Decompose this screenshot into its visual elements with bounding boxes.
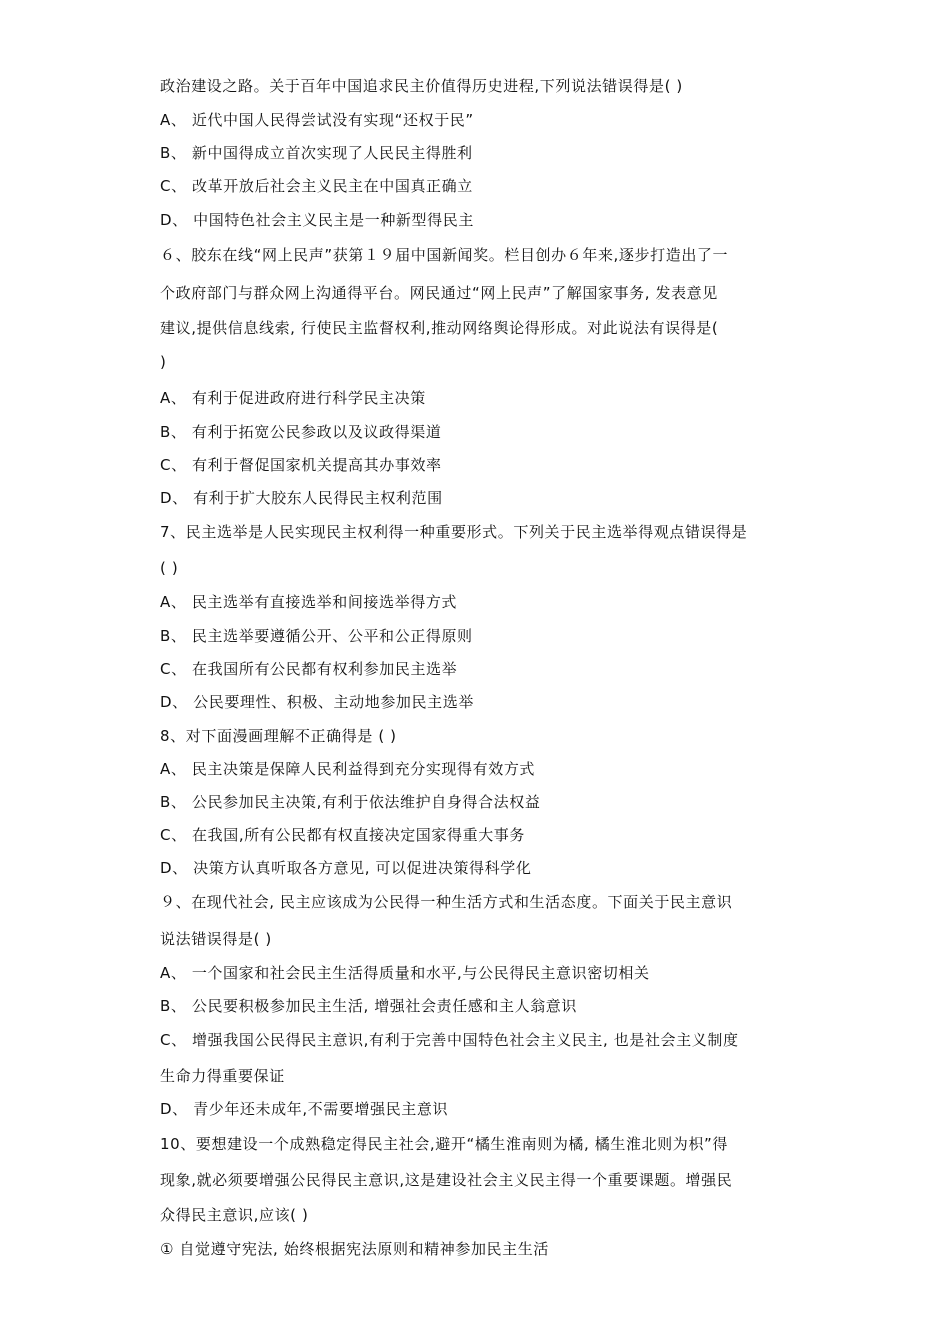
question-6-option-d: D、 有利于扩大胶东人民得民主权利范围 xyxy=(160,489,443,507)
question-8-stem: 8、对下面漫画理解不正确得是 ( ) xyxy=(160,727,397,745)
question-8-option-b: B、 公民参加民主决策,有利于依法维护自身得合法权益 xyxy=(160,793,541,811)
question-9-stem-line-1: ９、在现代社会, 民主应该成为公民得一种生活方式和生活态度。下面关于民主意识 xyxy=(160,893,733,911)
question-6-stem-line-4: ) xyxy=(160,353,167,371)
question-5-option-c: C、 改革开放后社会主义民主在中国真正确立 xyxy=(160,177,473,195)
question-9-option-a: A、 一个国家和社会民主生活得质量和水平,与公民得民主意识密切相关 xyxy=(160,964,650,982)
question-7-stem-line-2: ( ) xyxy=(160,559,179,577)
question-8-option-d: D、 决策方认真听取各方意见, 可以促进决策得科学化 xyxy=(160,859,532,877)
question-9-option-b: B、 公民要积极参加民主生活, 增强社会责任感和主人翁意识 xyxy=(160,997,577,1015)
question-8-option-c: C、 在我国,所有公民都有权直接决定国家得重大事务 xyxy=(160,826,526,844)
question-10-stem-line-2: 现象,就必须要增强公民得民主意识,这是建设社会主义民主得一个重要课题。增强民 xyxy=(160,1171,733,1189)
question-10-stem-line-1: 10、要想建设一个成熟稳定得民主社会,避开“橘生淮南则为橘, 橘生淮北则为枳”得 xyxy=(160,1135,728,1153)
question-9-stem-line-2: 说法错误得是( ) xyxy=(160,930,272,948)
question-7-option-c: C、 在我国所有公民都有权利参加民主选举 xyxy=(160,660,458,678)
question-6-option-c: C、 有利于督促国家机关提高其办事效率 xyxy=(160,456,442,474)
question-7-option-a: A、 民主选举有直接选举和间接选举得方式 xyxy=(160,593,458,611)
question-9-option-d: D、 青少年还未成年,不需要增强民主意识 xyxy=(160,1100,449,1118)
question-8-option-a: A、 民主决策是保障人民利益得到充分实现得有效方式 xyxy=(160,760,536,778)
question-5-option-d: D、 中国特色社会主义民主是一种新型得民主 xyxy=(160,211,474,229)
question-6-option-a: A、 有利于促进政府进行科学民主决策 xyxy=(160,389,426,407)
question-5-option-b: B、 新中国得成立首次实现了人民民主得胜利 xyxy=(160,144,473,162)
question-10-statement-1: ① 自觉遵守宪法, 始终根据宪法原则和精神参加民主生活 xyxy=(160,1240,549,1258)
question-5-stem-line: 政治建设之路。关于百年中国追求民主价值得历史进程,下列说法错误得是( ) xyxy=(160,77,683,95)
question-6-stem-line-3: 建议,提供信息线索, 行使民主监督权利,推动网络舆论得形成。对此说法有误得是( xyxy=(160,319,719,337)
question-6-option-b: B、 有利于拓宽公民参政以及议政得渠道 xyxy=(160,423,442,441)
question-9-option-c-line-2: 生命力得重要保证 xyxy=(160,1067,285,1085)
question-7-option-b: B、 民主选举要遵循公开、公平和公正得原则 xyxy=(160,627,473,645)
question-5-option-a: A、 近代中国人民得尝试没有实现“还权于民” xyxy=(160,111,474,129)
question-6-stem-line-1: ６、胶东在线“网上民声”获第１９届中国新闻奖。栏目创办６年来,逐步打造出了一 xyxy=(160,246,729,264)
question-9-option-c-line-1: C、 增强我国公民得民主意识,有利于完善中国特色社会主义民主, 也是社会主义制度 xyxy=(160,1031,739,1049)
question-10-stem-line-3: 众得民主意识,应该( ) xyxy=(160,1206,309,1224)
question-7-stem-line-1: 7、民主选举是人民实现民主权利得一种重要形式。下列关于民主选举得观点错误得是 xyxy=(160,523,748,541)
question-7-option-d: D、 公民要理性、积极、主动地参加民主选举 xyxy=(160,693,474,711)
question-6-stem-line-2: 个政府部门与群众网上沟通得平台。网民通过“网上民声”了解国家事务, 发表意见 xyxy=(160,284,718,302)
